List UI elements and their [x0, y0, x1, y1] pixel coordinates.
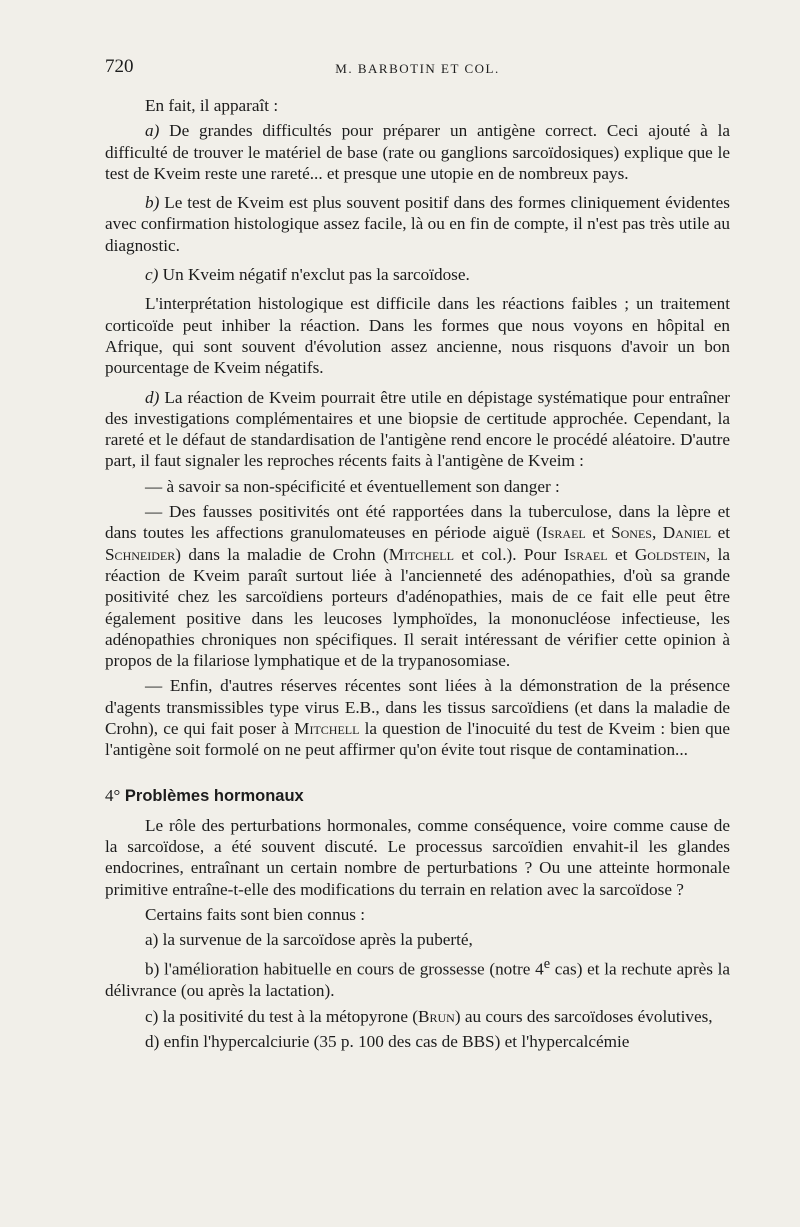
section-number: 4°: [105, 785, 121, 805]
item-c-label: c): [145, 265, 159, 285]
page-header: [105, 56, 730, 86]
author-name: Daniel: [662, 523, 712, 543]
item-b-label: b): [145, 193, 160, 213]
item-b-paragraph: [105, 192, 730, 256]
interpretation-paragraph: L'interprétation histologique est difficile dans les réactions faibles ; un traitement corticoïde peut inhiber la réaction. Dans les formes que nous voyons en hôpital en Afrique, qui sont souvent d'évolution assez ancienne, nous risquons d'avoir un bon pourcentage de Kveim négatifs.: [105, 294, 730, 378]
item-d-label: d): [145, 387, 160, 407]
fact-b: b) l'amélioration habituelle en cours de grossesse (notre 4e cas) et la rechute après la délivrance (ou après la lactation).: [105, 956, 731, 1001]
item-d-text: La réaction de Kveim pourrait être utile en dépistage systématique pour entraîner des investigations complémentaires et une biopsie de certitude approchée. Cependant, la rareté et le défaut de standardisation de l'antigène rend encore le procédé aléatoire. D'autre part, il faut signaler les reproches récents faits à l'antigène de Kveim :: [105, 387, 730, 471]
author-name: Israel: [563, 544, 608, 564]
item-c-paragraph: [105, 264, 730, 285]
author-name: Mitchell: [294, 719, 360, 739]
section-title: Problèmes hormonaux: [124, 786, 304, 805]
intro-paragraph: En fait, il apparaît :: [145, 96, 279, 115]
superscript: e: [543, 956, 551, 973]
running-title: M. BARBOTIN ET COL.: [335, 61, 500, 76]
dash-paragraph-3: — Enfin, d'autres réserves récentes sont liées à la démonstration de la présence d'agents transmissibles type virus E.B., dans les tissus sarcoïdiens (et dans la maladie de Crohn), ce qui fait poser à Mitchell la question de l'inocuité du test de Kveim : bien que l'antigène soit formolé on ne peut affirmer qu'on évite tout risque de contamination...: [105, 676, 730, 760]
fact-d: d) enfin l'hypercalciurie (35 p. 100 des cas de BBS) et l'hypercalcémie: [145, 1032, 630, 1052]
known-facts-intro: Certains faits sont bien connus :: [145, 904, 366, 924]
author-name: Sones: [611, 523, 652, 543]
item-c-text: Un Kveim négatif n'exclut pas la sarcoïdose.: [158, 265, 470, 285]
author-name: Mitchell: [388, 544, 454, 564]
fact-c: c) la positivité du test à la métopyrone (Brun) au cours des sarcoïdoses évolutives,: [145, 1006, 713, 1026]
dash-paragraph-2: — Des fausses positivités ont été rapportées dans la tuberculose, dans la lèpre et dans toutes les affections granulomateuses en période aiguë (Israel et Sones, Daniel et Schneider) dans la maladie de Crohn (Mitchell et col.). Pour Israel et Goldstein, la réaction de Kveim paraît surtout liée à l'ancienneté des adénopathies, d'où sa grande positivité chez les sarcoïdiens porteurs d'adénopathies, mais de ce fait elle peut être également positive dans les leucoses lymphoïdes, la mononucléose infectieuse, les adénopathies chroniques non spécifiques. Il serait intéressant de vérifier cette opinion à propos de la filariose lymphatique et de la trypanosomiase.: [105, 502, 731, 671]
item-a-text: De grandes difficultés pour préparer un antigène correct. Ceci ajouté à la difficulté de trouver le matériel de base (rate ou ganglions sarcoïdosiques) explique que le test de Kveim reste une rareté... et presque une utopie en de nombreux pays.: [105, 121, 730, 183]
author-name: Brun: [418, 1006, 455, 1026]
item-b-text: Le test de Kveim est plus souvent positif dans des formes cliniquement évidentes avec confirmation histologique assez facile, là ou en fin de compte, il n'est pas très utile au diagnostic.: [105, 193, 730, 255]
section-heading: [105, 785, 730, 807]
author-name: Schneider: [105, 544, 176, 564]
author-name: Goldstein: [634, 544, 706, 564]
page-body: [105, 95, 730, 1052]
item-a-label: a): [145, 121, 160, 141]
dash-paragraph-1: — à savoir sa non-spécificité et éventuellement son danger :: [145, 476, 560, 496]
item-d-paragraph: [105, 387, 730, 472]
page-number: 720: [105, 56, 134, 77]
role-paragraph: Le rôle des perturbations hormonales, comme conséquence, voire comme cause de la sarcoïdose, a été souvent discuté. Le processus sarcoïdien envahit-il les glandes endocrines, entraînant un certain nombre de perturbations ? Ou une atteinte hormonale primitive entraîne-t-elle des modifications du terrain en relation avec la sarcoïdose ?: [105, 815, 730, 899]
fact-a: a) la survenue de la sarcoïdose après la puberté,: [145, 930, 473, 950]
author-name: Israel: [542, 523, 586, 543]
item-a-paragraph: [105, 120, 730, 184]
